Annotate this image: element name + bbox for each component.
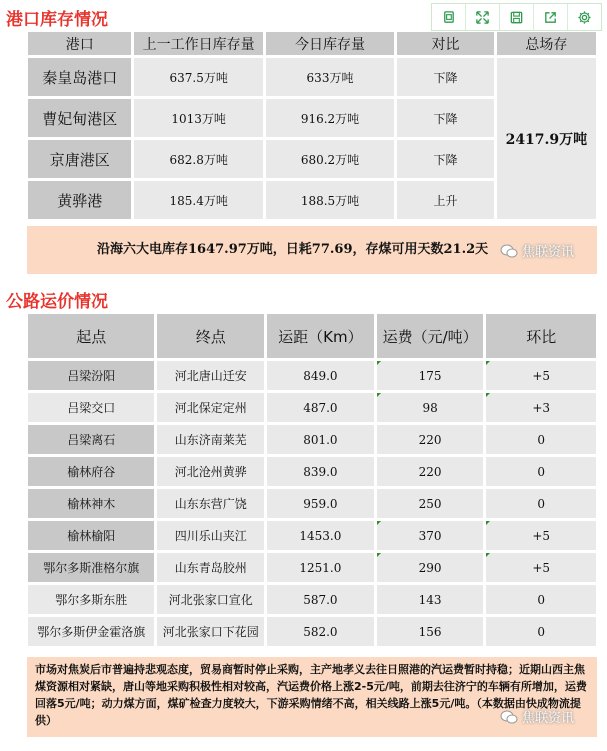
today-stock: 680.2万吨 xyxy=(266,140,394,178)
port-section-title: 港口库存情况 xyxy=(6,10,108,30)
compare: 下降 xyxy=(397,140,494,178)
fee: 98 xyxy=(377,393,484,422)
wechat-icon xyxy=(500,709,518,725)
fee: 220 xyxy=(377,457,484,486)
save-button[interactable] xyxy=(500,4,534,30)
port-name: 黄骅港 xyxy=(28,181,131,219)
distance: 1251.0 xyxy=(267,553,374,582)
change: 0 xyxy=(486,585,596,614)
save-icon xyxy=(509,10,524,25)
fee: 175 xyxy=(377,361,484,390)
origin: 吕梁离石 xyxy=(28,425,154,454)
prev-stock: 185.4万吨 xyxy=(134,181,262,219)
power-plant-note: 沿海六大电库存1647.97万吨，日耗77.69，存煤可用天数21.2天 xyxy=(27,226,597,274)
header-change: 环比 xyxy=(486,314,596,358)
table-row xyxy=(28,553,596,582)
destination: 河北保定定州 xyxy=(157,393,264,422)
port-name: 秦皇岛港口 xyxy=(28,58,131,96)
total-stock: 2417.9万吨 xyxy=(497,58,596,219)
fee: 250 xyxy=(377,489,484,518)
header-destination: 终点 xyxy=(157,314,264,358)
fee: 370 xyxy=(377,521,484,550)
change: +5 xyxy=(486,521,596,550)
today-stock: 916.2万吨 xyxy=(266,99,394,137)
distance: 959.0 xyxy=(267,489,374,518)
wechat-icon xyxy=(500,243,518,259)
distance: 582.0 xyxy=(267,617,374,646)
destination: 山东东营广饶 xyxy=(157,489,264,518)
copy-icon xyxy=(441,10,456,25)
prev-stock: 637.5万吨 xyxy=(134,58,262,96)
header-compare: 对比 xyxy=(397,32,494,55)
compare: 上升 xyxy=(397,181,494,219)
today-stock: 188.5万吨 xyxy=(266,181,394,219)
table-row xyxy=(28,585,596,614)
table-row xyxy=(28,617,596,646)
destination: 四川乐山夹江 xyxy=(157,521,264,550)
origin: 吕梁交口 xyxy=(28,393,154,422)
prev-stock: 1013万吨 xyxy=(134,99,262,137)
header-fee: 运费（元/吨） xyxy=(377,314,484,358)
port-table-header xyxy=(28,32,596,55)
destination: 河北张家口宣化 xyxy=(157,585,264,614)
port-inventory-table xyxy=(25,29,599,222)
header-origin: 起点 xyxy=(28,314,154,358)
distance: 487.0 xyxy=(267,393,374,422)
destination: 山东济南莱芜 xyxy=(157,425,264,454)
fee: 290 xyxy=(377,553,484,582)
today-stock: 633万吨 xyxy=(266,58,394,96)
change: 0 xyxy=(486,489,596,518)
fee: 143 xyxy=(377,585,484,614)
change: +5 xyxy=(486,361,596,390)
origin: 榆林榆阳 xyxy=(28,521,154,550)
watermark xyxy=(500,241,574,260)
prev-stock: 682.8万吨 xyxy=(134,140,262,178)
origin: 榆林神木 xyxy=(28,489,154,518)
distance: 839.0 xyxy=(267,457,374,486)
change: 0 xyxy=(486,617,596,646)
watermark xyxy=(500,707,574,726)
change: +3 xyxy=(486,393,596,422)
header-prev-stock: 上一工作日库存量 xyxy=(134,32,262,55)
origin: 鄂尔多斯伊金霍洛旗 xyxy=(28,617,154,646)
origin: 鄂尔多斯准格尔旗 xyxy=(28,553,154,582)
table-row xyxy=(28,521,596,550)
table-row xyxy=(28,489,596,518)
origin: 鄂尔多斯东胜 xyxy=(28,585,154,614)
change: 0 xyxy=(486,425,596,454)
expand-button[interactable] xyxy=(466,4,500,30)
table-row xyxy=(28,393,596,422)
copy-button[interactable] xyxy=(432,4,466,30)
destination: 河北张家口下花园 xyxy=(157,617,264,646)
distance: 801.0 xyxy=(267,425,374,454)
table-row xyxy=(28,361,596,390)
change: 0 xyxy=(486,457,596,486)
distance: 587.0 xyxy=(267,585,374,614)
header-distance: 运距（Km） xyxy=(267,314,374,358)
share-button[interactable] xyxy=(534,4,568,30)
market-commentary: 市场对焦炭后市普遍持悲观态度，贸易商暂时停止采购，主产地孝义去往日照港的汽运费暂时持稳；近期山西主焦煤资源相对紧缺，唐山等地采购积极性相对较高，汽运费价格上涨2-5元/吨，前期去往济宁的车辆有所增加，运费回落5元/吨；动力煤方面，煤矿检查力度较大，下游采购情绪不高，相关线路上涨5元/吨。（本数据由快成物流提供） xyxy=(27,657,597,737)
road-table-header xyxy=(28,314,596,358)
origin: 榆林府谷 xyxy=(28,457,154,486)
fee: 220 xyxy=(377,425,484,454)
table-row xyxy=(28,58,596,96)
road-freight-table xyxy=(25,311,599,649)
settings-icon xyxy=(577,10,592,25)
header-port: 港口 xyxy=(28,32,131,55)
change: +5 xyxy=(486,553,596,582)
header-total: 总场存 xyxy=(497,32,596,55)
distance: 849.0 xyxy=(267,361,374,390)
distance: 1453.0 xyxy=(267,521,374,550)
compare: 下降 xyxy=(397,99,494,137)
road-section-title: 公路运价情况 xyxy=(6,292,108,312)
share-icon xyxy=(543,10,558,25)
origin: 吕梁汾阳 xyxy=(28,361,154,390)
header-today-stock: 今日库存量 xyxy=(266,32,394,55)
watermark-text: 焦联资讯 xyxy=(522,245,575,260)
destination: 河北沧州黄骅 xyxy=(157,457,264,486)
fee: 156 xyxy=(377,617,484,646)
table-row xyxy=(28,457,596,486)
toolbar xyxy=(431,3,602,31)
port-name: 曹妃甸港区 xyxy=(28,99,131,137)
destination: 河北唐山迁安 xyxy=(157,361,264,390)
watermark-text: 焦联资讯 xyxy=(522,711,575,726)
settings-button[interactable] xyxy=(568,4,601,30)
destination: 山东青岛胶州 xyxy=(157,553,264,582)
expand-icon xyxy=(475,10,490,25)
compare: 下降 xyxy=(397,58,494,96)
port-name: 京唐港区 xyxy=(28,140,131,178)
table-row xyxy=(28,425,596,454)
